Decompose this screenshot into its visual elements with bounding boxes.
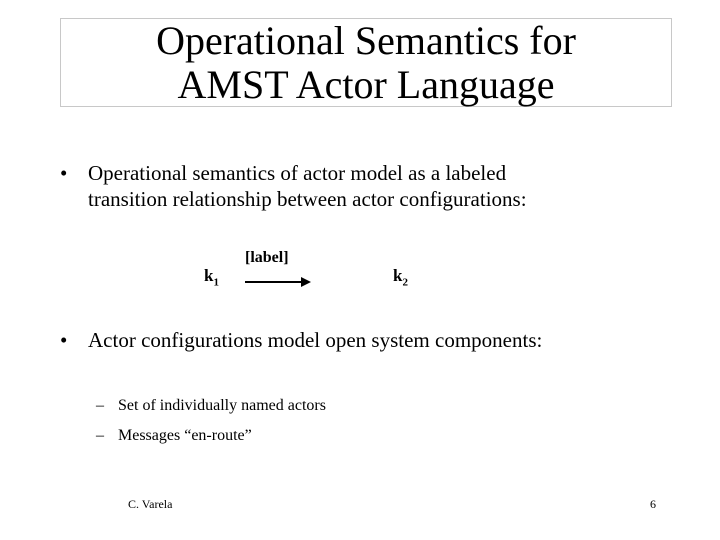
bullet-text-line-2: transition relationship between actor configurations: xyxy=(88,187,527,211)
config-k1 xyxy=(204,266,219,288)
sub-bullet-marker: – xyxy=(96,397,104,414)
bullet-marker: • xyxy=(60,161,68,185)
k2-subscript: 2 xyxy=(402,276,408,289)
sub-bullet-marker: – xyxy=(96,427,104,444)
sub-bullet-messages xyxy=(96,426,252,446)
footer-author: C. Varela xyxy=(128,497,173,511)
bullet-operational-semantics xyxy=(60,160,680,212)
title-line-2: AMST Actor Language xyxy=(177,62,555,107)
bullet-marker: • xyxy=(60,328,68,352)
sub-bullet-text: Set of individually named actors xyxy=(118,397,326,414)
bullet-text-line-1: Operational semantics of actor model as a labeled xyxy=(88,161,507,185)
sub-bullet-named-actors xyxy=(96,396,326,416)
k2-letter: k xyxy=(393,266,403,285)
k1-subscript: 1 xyxy=(213,276,219,289)
bullet-text: Actor configurations model open system components: xyxy=(88,328,543,352)
config-k2 xyxy=(393,266,408,288)
bullet-actor-configurations xyxy=(60,327,680,353)
transition-label: [label] xyxy=(245,249,289,266)
title-line-1: Operational Semantics for xyxy=(156,18,576,63)
k1-letter: k xyxy=(204,266,214,285)
slide-title xyxy=(60,18,672,107)
footer-page-number: 6 xyxy=(650,497,656,511)
transition-arrow-icon xyxy=(245,276,311,288)
sub-bullet-text: Messages “en-route” xyxy=(118,427,252,444)
